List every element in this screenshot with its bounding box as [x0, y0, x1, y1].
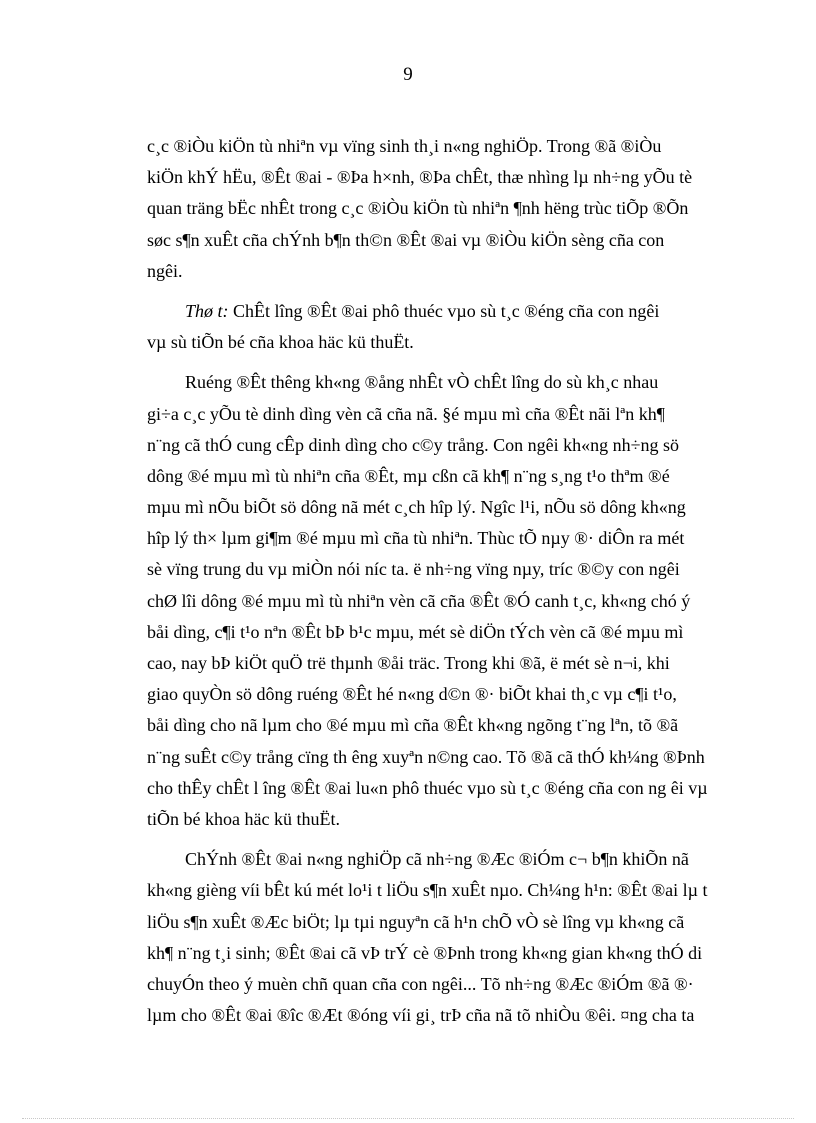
text-line: tiÕn bé khoa häc kü thuËt. — [147, 808, 340, 829]
text-line: chØ lîi dông ®é mµu mì tù nhiªn vèn cã cña ®Êt ®Ó canh t¸c, kh«ng chó ý — [147, 590, 691, 611]
text-line: lµm cho ®Êt ®ai ®îc ®Æt ®óng víi gi¸ trÞ cña nã tõ nhiÒu ®êi. ¤ng cha ta — [147, 1005, 695, 1026]
text-line: cao, nay bÞ kiÖt quÖ trë thµnh ®åi träc. Trong khi ®ã, ë mét sè n¬i, khi — [147, 653, 670, 673]
text-line: giao quyÒn sö dông ruéng ®Êt hé n«ng d©n ®· biÕt khai th¸c vµ c¶i t¹o, — [147, 684, 677, 705]
text-line: båi dìng, c¶i t¹o nªn ®Êt bÞ b¹c mµu, mét sè diÖn tÝch vèn cã ®é mµu mì — [147, 621, 684, 642]
text-line: n¨ng suÊt c©y trång cïng th êng xuyªn n©ng cao. Tõ ®ã cã thÓ kh¼ng ®Þnh — [147, 746, 705, 767]
text-line: vµ sù tiÕn bé cña khoa häc kü thuËt. — [147, 332, 414, 353]
text-line: kh«ng gièng víi bÊt kú mét lo¹i t liÖu s¶n xuÊt nµo. Ch¼ng h¹n: ®Êt ®ai lµ t — [147, 880, 708, 901]
paragraph — [147, 844, 708, 1031]
paragraph — [147, 296, 673, 358]
text-line: ngêi. — [147, 260, 183, 281]
text-line: kiÖn khÝ hËu, ®Êt ®ai - ®Þa h×nh, ®Þa chÊt, thæ nhìng lµ nh÷ng yÕu tè — [147, 167, 693, 188]
text-line: ChÝnh ®Êt ®ai n«ng nghiÖp cã nh÷ng ®Æc ®iÓm c¬ b¶n khiÕn nã — [185, 849, 689, 870]
paragraph — [147, 367, 708, 835]
text-line: quan träng bËc nhÊt trong c¸c ®iÒu kiÖn tù nhiªn ¶nh hëng trùc tiÕp ®Õn — [147, 198, 689, 219]
text-line: cho thÊy chÊt l îng ®Êt ®ai lu«n phô thuéc vµo sù t¸c ®éng cña con ng êi vµ — [147, 777, 708, 798]
page-number: 9 — [403, 64, 413, 85]
text-line: n¨ng cã thÓ cung cÊp dinh dìng cho c©y trång. Con ngêi kh«ng nh÷ng sö — [147, 434, 679, 455]
page-edge-divider — [22, 1118, 794, 1119]
text-line — [147, 296, 673, 327]
text-line: mµu mì nÕu biÕt sö dông nã mét c¸ch hîp lý. Ngîc l¹i, nÕu sö dông kh«ng — [147, 497, 686, 518]
text-line: dông ®é mµu mì tù nhiªn cña ®Êt, mµ cßn cã kh¶ n¨ng s¸ng t¹o thªm ®é — [147, 465, 670, 486]
body-text — [147, 131, 708, 1031]
text-line: kh¶ n¨ng t¸i sinh; ®Êt ®ai cã vÞ trÝ cè ®Þnh trong kh«ng gian kh«ng thÓ di — [147, 942, 703, 963]
text-line: gi÷a c¸c yÕu tè dinh dìng vèn cã cña nã. §é mµu mì cña ®Êt nãi lªn kh¶ — [147, 403, 665, 424]
text-line: søc s¶n xuÊt cña chÝnh b¶n th©n ®Êt ®ai vµ ®iÒu kiÖn sèng cña con — [147, 229, 665, 250]
text-line: c¸c ®iÒu kiÖn tù nhiªn vµ vïng sinh th¸i n«ng nghiÖp. Trong ®ã ®iÒu — [147, 136, 662, 156]
text-line: hîp lý th× lµm gi¶m ®é mµu mì cña tù nhiªn. Thùc tÕ nµy ®· diÔn ra mét — [147, 528, 685, 549]
text-line: båi dìng cho nã lµm cho ®é mµu mì cña ®Êt kh«ng ngõng t¨ng lªn, tõ ®ã — [147, 715, 679, 736]
text-run: ChÊt lîng ®Êt ®ai phô thuéc vµo sù t¸c ®éng cña con ngêi — [228, 300, 660, 321]
text-line: chuyÓn theo ý muèn chñ quan cña con ngêi... Tõ nh÷ng ®Æc ®iÓm ®ã ®· — [147, 973, 694, 994]
text-line: Ruéng ®Êt thêng kh«ng ®ång nhÊt vÒ chÊt lîng do sù kh¸c nhau — [185, 372, 659, 393]
paragraph-label: Thø t: — [185, 300, 229, 321]
paragraph — [147, 131, 693, 287]
text-line: liÖu s¶n xuÊt ®Æc biÖt; lµ tµi nguyªn cã h¹n chÕ vÒ sè lîng vµ kh«ng cã — [147, 911, 685, 932]
text-line: sè vïng trung du vµ miÒn nói níc ta. ë nh÷ng vïng nµy, tríc ®©y con ngêi — [147, 559, 680, 580]
